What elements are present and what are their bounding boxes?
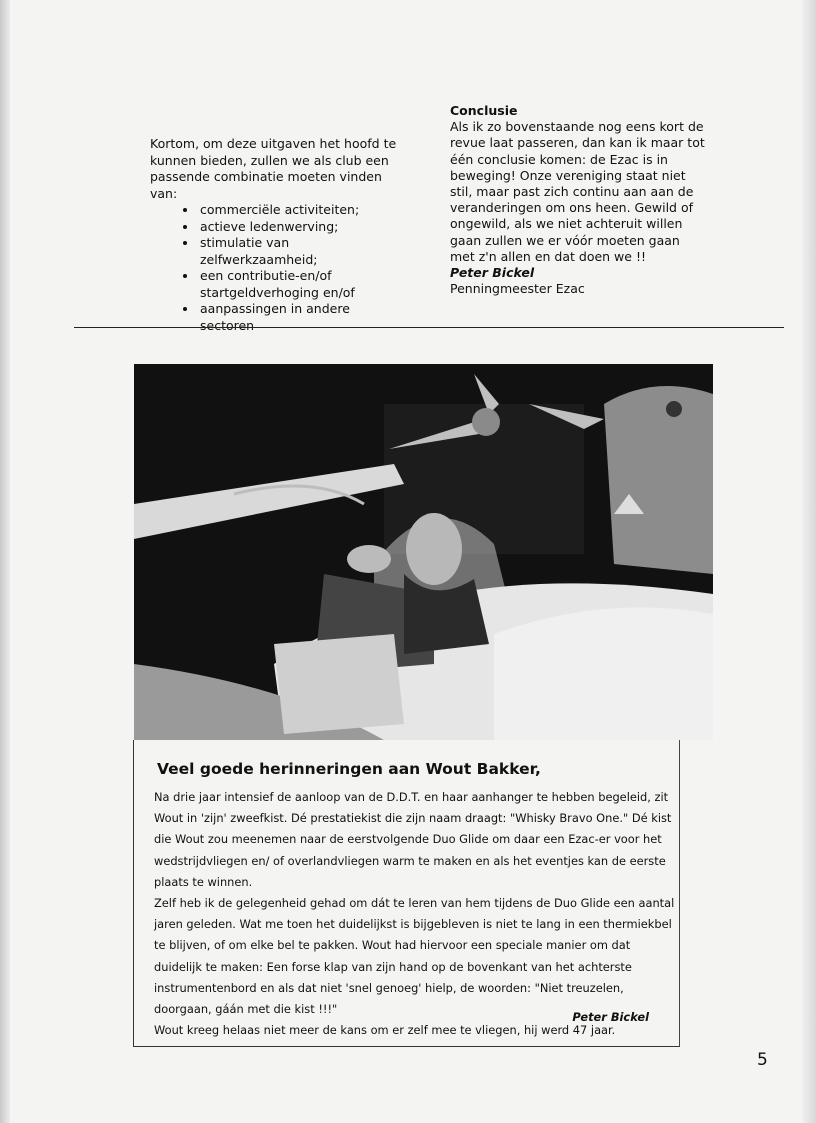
glider-cockpit-photo <box>134 364 713 740</box>
conclusie-heading: Conclusie <box>450 103 518 118</box>
memorial-box <box>133 740 680 1047</box>
list-item: • een contributie-en/of startgeldverhoging en/of <box>198 268 400 301</box>
memorial-body <box>154 787 678 1041</box>
page-edge-right <box>802 0 816 1123</box>
section-divider <box>74 327 784 328</box>
conclusie-section <box>450 103 705 297</box>
intro-list <box>150 202 400 334</box>
list-item: • commerciële activiteiten; <box>198 202 400 219</box>
conclusie-author: Peter Bickel <box>450 265 535 281</box>
memorial-paragraph: Wout kreeg helaas niet meer de kans om er zelf mee te vliegen, hij werd 47 jaar. <box>154 1023 616 1038</box>
memorial-title: Veel goede herinneringen aan Wout Bakker, <box>157 760 541 778</box>
page-number: 5 <box>757 1050 768 1070</box>
intro-text: Kortom, om deze uitgaven het hoofd te kunnen bieden, zullen we als club een passende combinatie moeten vinden van: <box>150 136 397 201</box>
memorial-author: Peter Bickel <box>572 1010 649 1024</box>
memorial-paragraph: Na drie jaar intensief de aanloop van de D.D.T. en haar aanhanger te hebben begeleid, zit Wout in 'zijn' zweefkist. Dé prestatiekist die zijn naam draagt: "Whisky Bravo One." Dé kist die Wout zou meenemen naar de eerstvolgende Duo Glide om daar een Ezac-er voor het wedstrijdvliegen en/ of overlandvliegen warm te maken en als het eventjes kan de eerste plaats te winnen. <box>154 790 672 889</box>
list-item: • aanpassingen in andere sectoren <box>198 301 400 334</box>
conclusie-text: Als ik zo bovenstaande nog eens kort de revue laat passeren, dan kan ik maar tot één conclusie komen: de Ezac is in beweging! Onze vereniging staat niet stil, maar past zich continu aan aan de veranderingen om ons heen. Gewild of ongewild, als we niet achteruit willen gaan zullen we er vóór moeten gaan met z'n allen en dat doen we !! <box>450 119 705 264</box>
page-edge-left <box>0 0 10 1123</box>
memorial-paragraph: Zelf heb ik de gelegenheid gehad om dát te leren van hem tijdens de Duo Glide een aantal jaren geleden. Wat me toen het duidelijkst is bijgebleven is niet te lang in een thermiekbel te blijven, of om elke bel te pakken. Wout had hiervoor een speciale manier om dat duidelijk te maken: Een forse klap van zijn hand op de bovenkant van het achterste instrumentenbord en als dat niet 'snel genoeg' hielp, de woorden: "Niet treuzelen, doorgaan, gáán met die kist !!!" <box>154 896 675 1017</box>
conclusie-author-role: Penningmeester Ezac <box>450 281 585 297</box>
list-item: • stimulatie van zelfwerkzaamheid; <box>198 235 400 268</box>
list-item: • actieve ledenwerving; <box>198 219 400 236</box>
intro-section <box>150 136 400 334</box>
